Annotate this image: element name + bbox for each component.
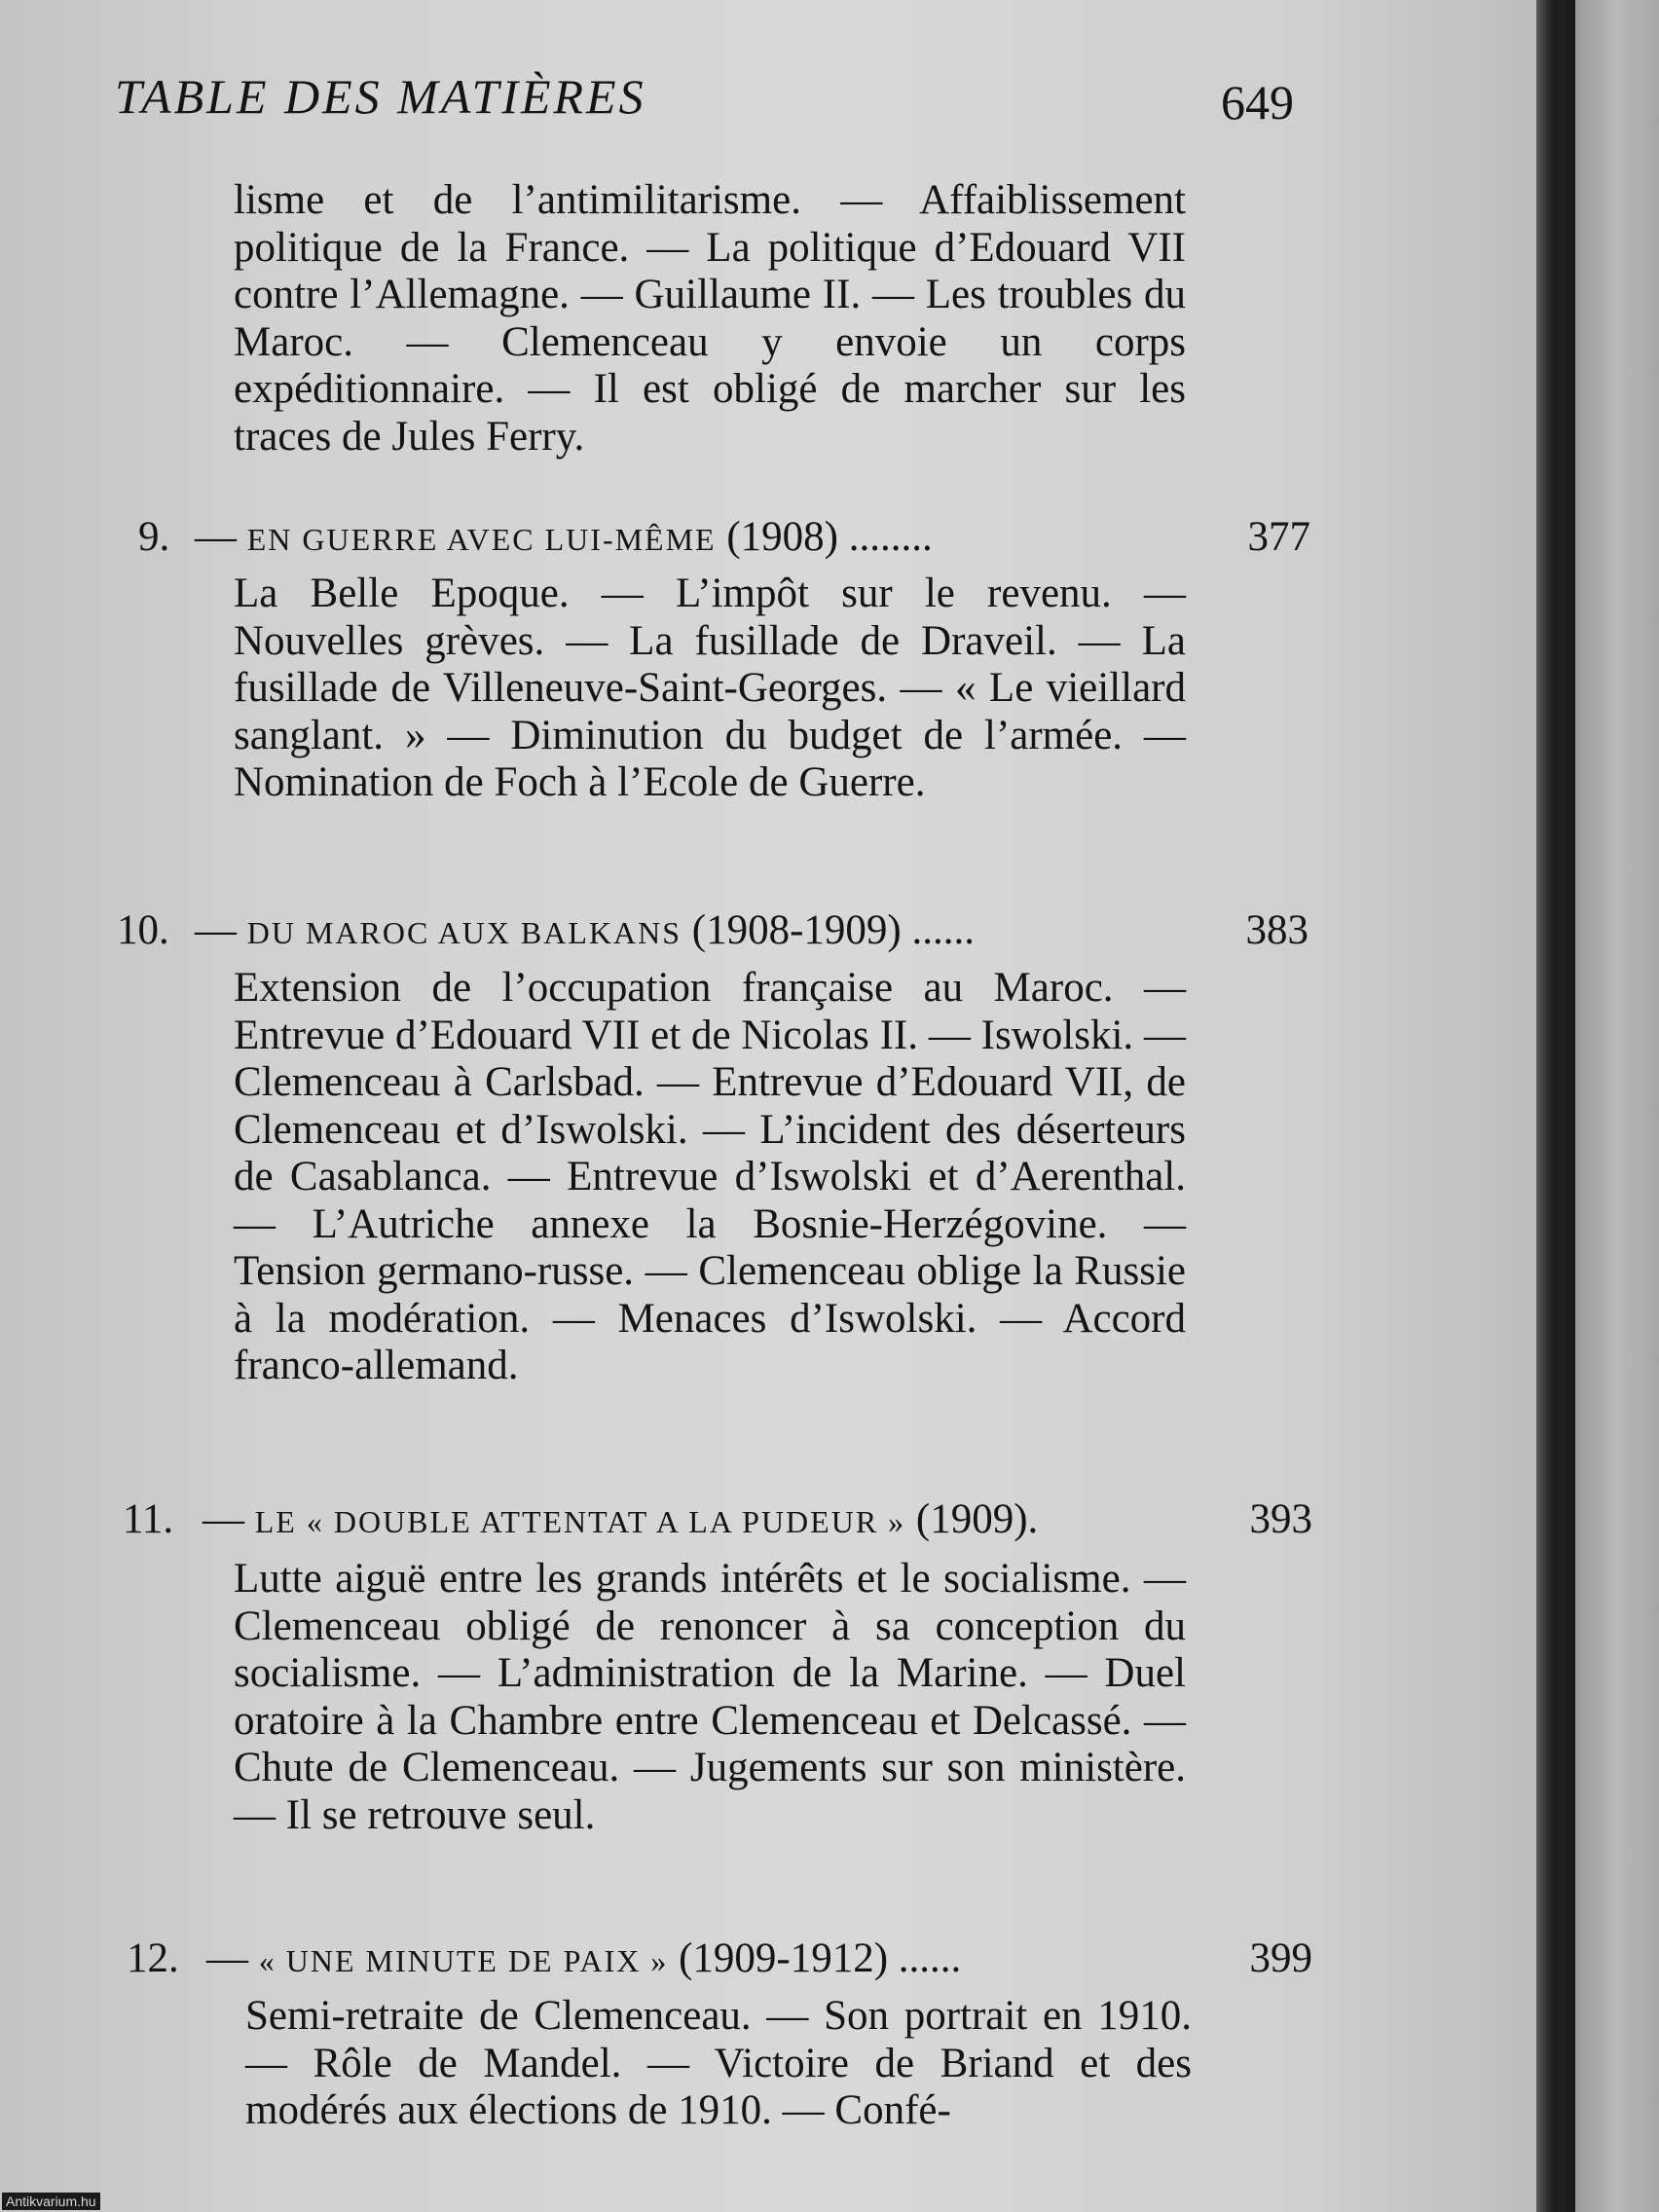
chapter-heading: [117, 1495, 1312, 1546]
chapter-summary: Semi-retraite de Clemenceau. — Son portrait en 1910. — Rôle de Mandel. — Victoire de Briand et des modérés aux élections de 1910. — Confé-: [245, 1993, 1192, 2133]
chapter-title: — « UNE MINUTE DE PAIX » (1909-1912) ......: [206, 1936, 962, 1981]
chapter-page: 393: [1249, 1496, 1312, 1542]
chapter-heading: [117, 1935, 1312, 1985]
chapter-title: — DU MAROC AUX BALKANS (1908-1909) ......: [195, 907, 975, 953]
chapter-number: 10.: [117, 907, 169, 953]
chapter-heading: [117, 906, 1309, 957]
chapter-page: 377: [1247, 514, 1310, 560]
chapter-page: 399: [1249, 1936, 1312, 1981]
background-surface: [1575, 0, 1659, 2212]
chapter-summary: La Belle Epoque. — L’impôt sur le revenu. — Nouvelles grèves. — La fusillade de Draveil. — La fusillade de Villeneuve-Saint-Georges. — « Le vieillard sanglant. » — Diminution du budget de l’armée. — Nomination de Foch à l’Ecole de Guerre.: [234, 571, 1186, 805]
chapter-summary: Extension de l’occupation française au Maroc. — Entrevue d’Edouard VII et de Nicolas II. — Iswolski. — Clemenceau à Carlsbad. — Entrevue d’Edouard VII, de Clemenceau et d’Iswolski. — L’incident des déserteurs de Casablanca. — Entrevue d’Iswolski et d’Aerenthal. — L’Autriche annexe la Bosnie-Herzégovine. — Tension germano-russe. — Clemenceau oblige la Russie à la modération. — Menaces d’Iswolski. — Accord franco-allemand.: [234, 965, 1186, 1388]
chapter-heading: [117, 513, 1310, 564]
watermark: Antikvarium.hu: [2, 2193, 100, 2210]
chapter-number: 12.: [127, 1936, 179, 1981]
intro-paragraph: lisme et de l’antimilitarisme. — Affaiblissement politique de la France. — La politique d’Edouard VII contre l’Allemagne. — Guillaume II. — Les troubles du Maroc. — Clemenceau y envoie un corps expéditionnaire. — Il est obligé de marcher sur les traces de Jules Ferry.: [234, 177, 1186, 460]
book-binding-edge: [1536, 0, 1575, 2212]
running-header-title: TABLE DES MATIÈRES: [115, 69, 646, 124]
chapter-summary: Lutte aiguë entre les grands intérêts et le socialisme. — Clemenceau obligé de renoncer à sa conception du socialisme. — L’administration de la Marine. — Duel oratoire à la Chambre entre Clemenceau et Delcassé. — Chute de Clemenceau. — Jugements sur son ministère. — Il se retrouve seul.: [234, 1556, 1186, 1838]
chapter-title: — LE « DOUBLE ATTENTAT A LA PUDEUR » (1909).: [203, 1496, 1039, 1542]
chapter-title: — EN GUERRE AVEC LUI-MÊME (1908) ........: [195, 514, 933, 560]
page-number: 649: [1221, 75, 1294, 129]
chapter-number: 11.: [123, 1496, 174, 1542]
chapter-number: 9.: [138, 514, 170, 560]
chapter-page: 383: [1245, 907, 1309, 953]
